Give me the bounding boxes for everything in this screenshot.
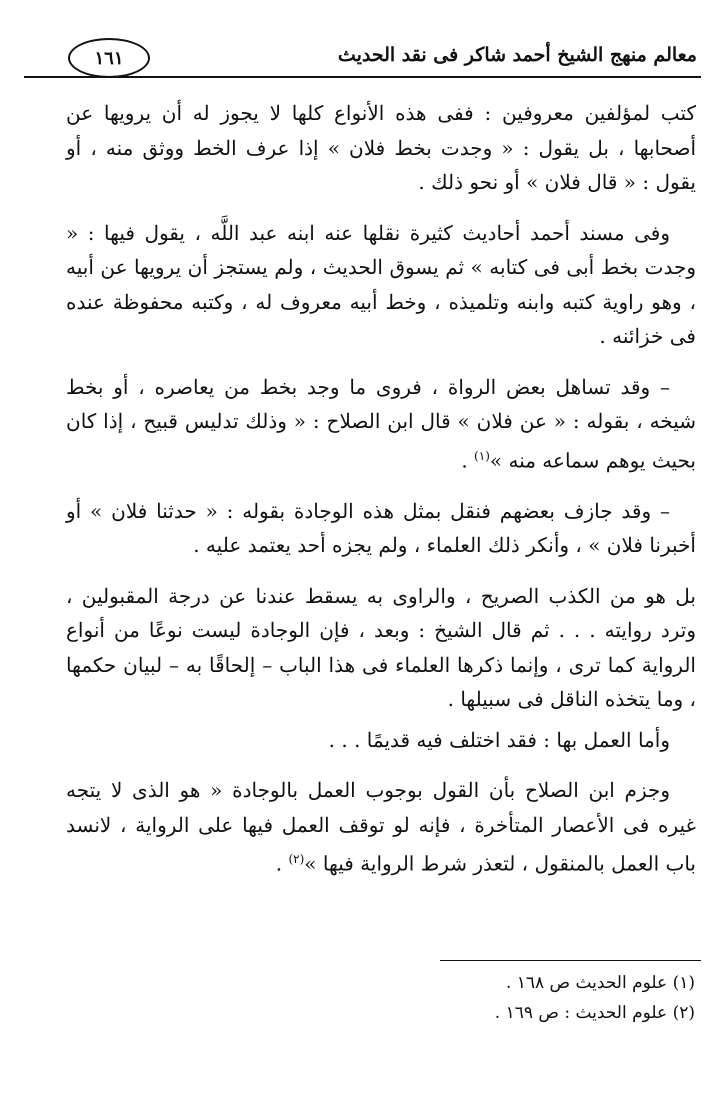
footnotes <box>195 968 695 1028</box>
paragraph-3-end: . <box>461 448 475 473</box>
footnote-2: (٢) علوم الحديث : ص ١٦٩ . <box>494 1003 695 1023</box>
page-number-oval <box>68 38 150 78</box>
running-title: معالم منهج الشيخ أحمد شاكر فى نقد الحديث <box>337 44 697 66</box>
paragraph-7-text: وجزم ابن الصلاح بأن القول بوجوب العمل بالوجادة « هو الذى لا يتجه غيره فى الأعصار المتأخرة ، فإنه لو توقف العمل فيها على الرواية ، لانسد باب العمل بالمنقول ، لتعذر شرط الرواية فيها » <box>66 778 696 876</box>
paragraph-7-end: . <box>275 851 289 876</box>
page-header <box>0 0 725 90</box>
header-rule <box>24 76 701 78</box>
footnote-ref-2: (٢) <box>288 852 305 867</box>
paragraph-6: وأما العمل بها : فقد اختلف فيه قديمًا . . . <box>328 727 670 752</box>
page-number: ١٦١ <box>94 47 124 69</box>
body-text <box>66 96 696 897</box>
paragraph-3-text: – وقد تساهل بعض الرواة ، فروى ما وجد بخط من يعاصره ، أو بخط شيخه ، بقوله : « عن فلان » قال ابن الصلاح : « وذلك تدليس قبيح ، إذا كان بحيث يوهم سماعه منه » <box>66 374 696 473</box>
paragraph-4: – وقد جازف بعضهم فنقل بمثل هذه الوجادة بقوله : « حدثنا فلان » أو أخبرنا فلان » ، وأنكر ذلك العلماء ، ولم يجزه أحد يعتمد عليه . <box>66 498 696 558</box>
paragraph-2: وفى مسند أحمد أحاديث كثيرة نقلها عنه ابنه عبد اللَّه ، يقول فيها : « وجدت بخط أبى فى كتابه » ثم يسوق الحديث ، ولم يستجز أن يرويها عن أبيه ، وهو راوية كتبه وابنه وتلميذه ، وخط أبيه معروف له ، وكتبه محفوظة عنده فى خزائنه . <box>66 220 696 348</box>
paragraph-5: بل هو من الكذب الصريح ، والراوى به يسقط عندنا عن درجة المقبولين ، وترد روايته . . . ثم قال الشيخ : وبعد ، فإن الوجادة ليست نوعًا من أنواع الرواية كما ترى ، وإنما ذكرها العلماء فى هذا الباب – إلحاقًا به – لبيان حكمها ، وما يتخذه الناقل فى سبيلها . <box>66 583 696 712</box>
footnote-ref-1: (١) <box>474 448 490 463</box>
paragraph-7 <box>66 773 696 881</box>
footnote-1: (١) علوم الحديث ص ١٦٨ . <box>505 973 695 993</box>
paragraph-3 <box>66 370 696 478</box>
paragraph-1: كتب لمؤلفين معروفين : ففى هذه الأنواع كلها لا يجوز له أن يرويها عن أصحابها ، بل يقول : « وجدت بخط فلان » إذا عرف الخط ووثق منه ، أو يقول : « قال فلان » أو نحو ذلك . <box>66 101 696 194</box>
footnote-rule <box>440 960 701 961</box>
